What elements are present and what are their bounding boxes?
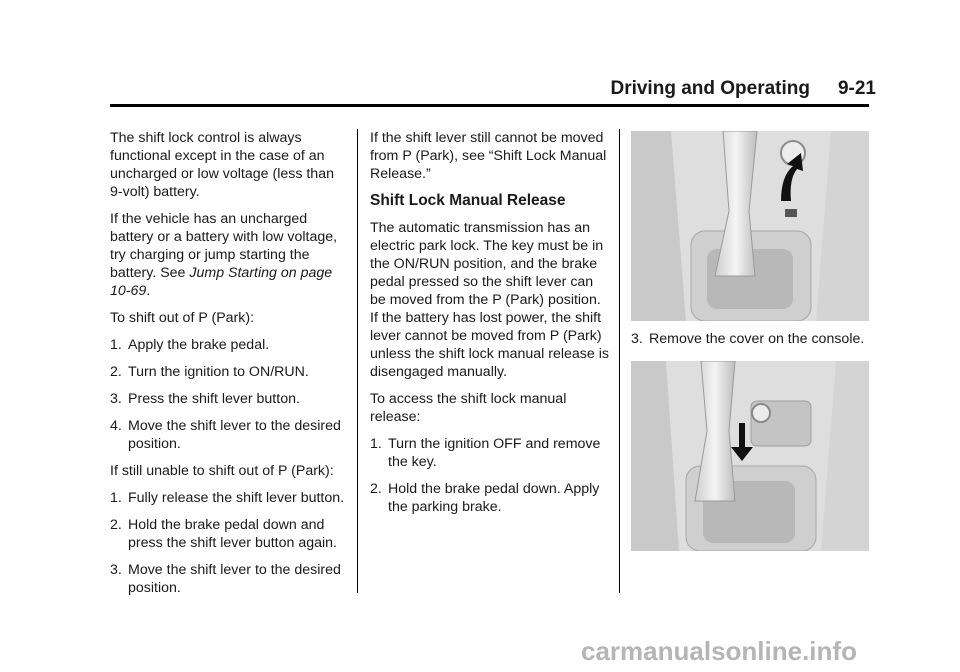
paragraph: If still unable to shift out of P (Park): xyxy=(110,463,334,479)
list-item: 4. Move the shift lever to the desired position. xyxy=(110,418,341,452)
column-2 xyxy=(370,129,610,525)
list-item: 3. Press the shift lever button. xyxy=(110,391,300,407)
list-item: 3. Move the shift lever to the desired position. xyxy=(110,562,341,596)
list-item: 1. Apply the brake pedal. xyxy=(110,337,270,353)
list-item: 3. Remove the cover on the console. xyxy=(631,331,865,347)
column-3 xyxy=(631,131,871,551)
list-item: 2. Hold the brake pedal down. Apply the parking brake. xyxy=(370,481,600,515)
paragraph: To shift out of P (Park): xyxy=(110,310,255,326)
section-heading: Shift Lock Manual Release xyxy=(370,192,566,209)
section-title: Driving and Operating xyxy=(610,78,810,99)
paragraph: The automatic transmission has an electric park lock. The key must be in the ON/RUN position, and the brake pedal pressed so the shift lever can be moved from the P (Park) position. If the battery has lost power, the shift lever cannot be moved from P (Park) unless the shift lock manual release is disengaged manually. xyxy=(370,220,609,380)
watermark: carmanualsonline.info xyxy=(581,636,857,666)
shift-lever-photo-press xyxy=(631,361,869,551)
list-item: 2. Turn the ignition to ON/RUN. xyxy=(110,364,309,380)
list-item: 1. Turn the ignition OFF and remove the key. xyxy=(370,436,601,470)
column-divider xyxy=(357,129,358,593)
cross-reference-link[interactable]: Jump Starting on page 10-69 xyxy=(110,265,333,299)
header-rule xyxy=(110,104,869,107)
paragraph: If the shift lever still cannot be moved from P (Park), see “Shift Lock Manual Release.” xyxy=(370,130,607,182)
shift-lever-photo-lift xyxy=(631,131,869,321)
paragraph: If the vehicle has an uncharged battery or a battery with low voltage, try charging or jump starting the battery. See Jump Starting on page 10-69. xyxy=(110,211,338,299)
list-item: 2. Hold the brake pedal down and press the shift lever button again. xyxy=(110,517,337,551)
paragraph: The shift lock control is always functional except in the case of an uncharged or low voltage (less than 9-volt) battery. xyxy=(110,130,334,200)
column-divider xyxy=(619,129,620,593)
column-1 xyxy=(110,129,348,606)
list-item: 1. Fully release the shift lever button. xyxy=(110,490,345,506)
paragraph: To access the shift lock manual release: xyxy=(370,391,567,425)
page-number: 9-21 xyxy=(837,78,876,99)
